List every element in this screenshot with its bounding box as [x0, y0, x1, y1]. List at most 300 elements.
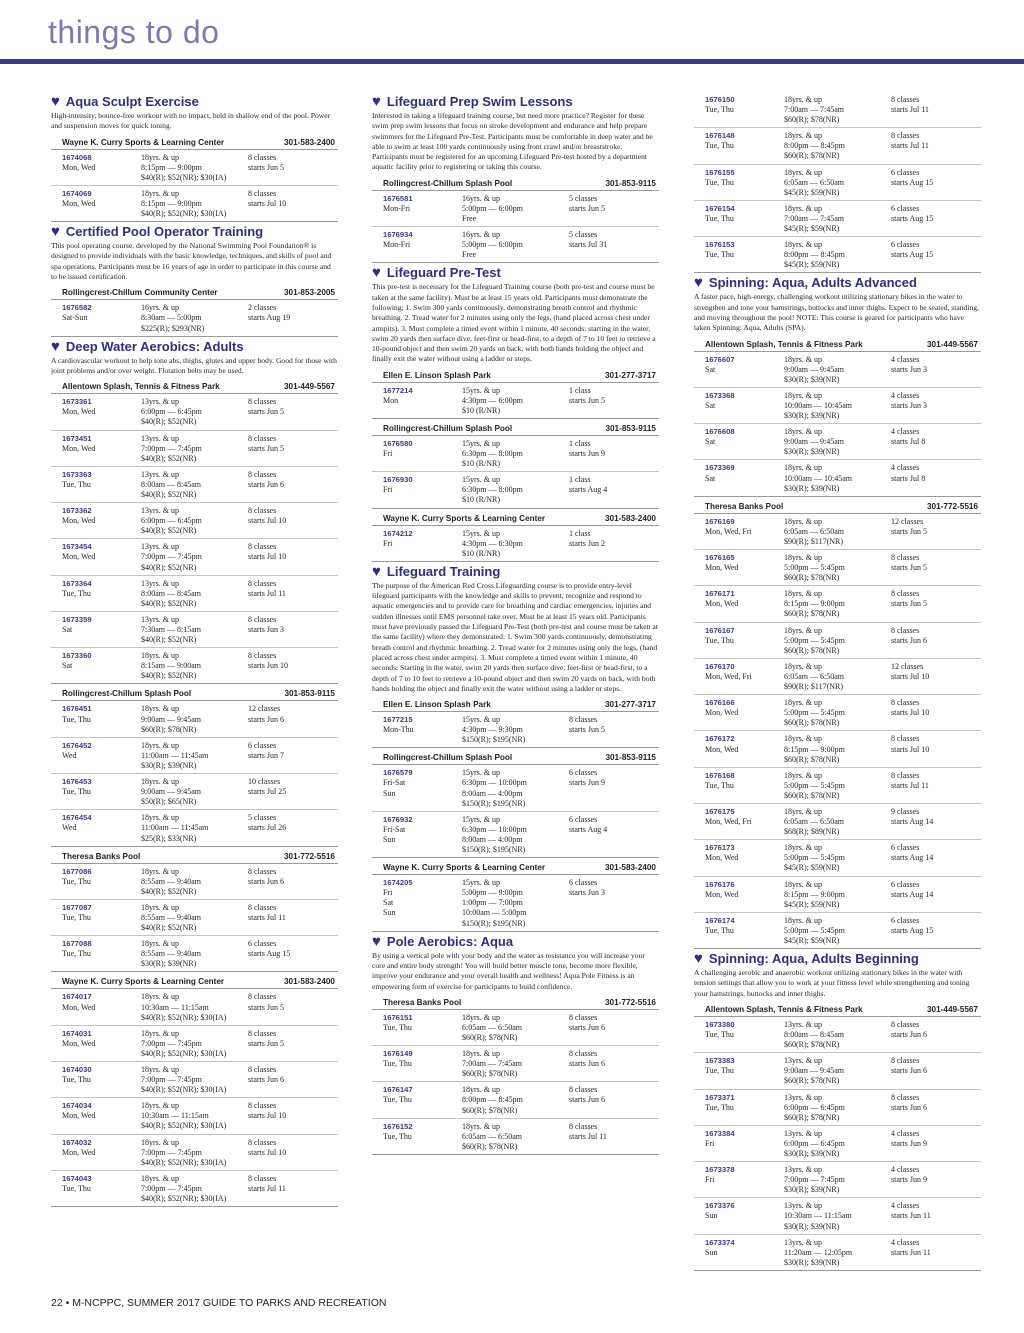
class-count: 8 classes — [248, 188, 277, 198]
class-fee: $30(R); $39(NR) — [784, 483, 840, 493]
class-session-cell — [248, 1138, 338, 1168]
class-list — [51, 150, 338, 223]
class-session-cell — [248, 939, 338, 969]
class-fee: $30(R); $39(NR) — [784, 1185, 840, 1195]
class-number: 1673361 — [62, 397, 92, 407]
class-start: starts Aug 15 — [248, 949, 291, 959]
location-phone: 301-277-3717 — [605, 370, 656, 380]
class-number: 1676174 — [705, 915, 735, 925]
class-time: 10:30am — 11:15am — [141, 1002, 209, 1012]
section-certified-pool-operator-training — [51, 224, 338, 336]
class-session-cell — [248, 542, 338, 572]
class-session-cell — [891, 1165, 981, 1195]
class-detail-cell — [784, 1238, 891, 1268]
section-title — [51, 94, 338, 109]
class-number: 1676168 — [705, 770, 735, 780]
section-continued — [694, 92, 981, 273]
class-number: 1673380 — [705, 1019, 735, 1029]
class-time: 8:00pm — 8:45pm — [784, 250, 845, 260]
class-number: 1676175 — [705, 806, 735, 816]
class-session-cell — [248, 1029, 338, 1059]
class-start: starts Jun 3 — [569, 888, 605, 898]
class-start: starts Aug 15 — [891, 925, 934, 935]
class-count: 1 class — [569, 475, 591, 485]
class-start: starts Jun 5 — [891, 599, 927, 609]
class-fee: $10 (R/NR) — [462, 459, 500, 469]
class-time: 7:00pm — 7:45pm — [141, 1147, 202, 1157]
class-number: 1674212 — [383, 528, 413, 538]
class-id-cell — [383, 715, 462, 745]
class-session-cell — [248, 1065, 338, 1095]
class-age: 15yrs. & up — [462, 439, 500, 448]
class-session-cell — [891, 807, 981, 837]
class-days: Sat — [705, 437, 716, 447]
class-detail-cell — [141, 506, 248, 536]
class-detail-cell — [784, 204, 891, 234]
class-count: 5 classes — [569, 193, 598, 203]
class-time: 6:05am — 6:50am — [784, 526, 844, 536]
class-session-cell — [569, 1122, 659, 1152]
class-number: 1676580 — [383, 439, 413, 448]
location-header — [694, 1002, 981, 1017]
class-age: 18yrs. & up — [141, 992, 179, 1002]
class-start: starts Jun 11 — [891, 1247, 931, 1257]
class-days: Sat — [62, 625, 73, 634]
class-age: 16yrs. & up — [462, 230, 500, 240]
class-number: 1676150 — [705, 95, 735, 104]
class-fee: $25(R); $33(NR) — [141, 833, 197, 843]
class-number: 1673454 — [62, 542, 92, 552]
class-count: 8 classes — [248, 433, 277, 443]
class-age: 18yrs. & up — [462, 1012, 500, 1022]
class-count: 8 classes — [248, 1028, 277, 1038]
class-fee: $45(R); $59(NR) — [784, 899, 840, 909]
class-list — [372, 765, 659, 858]
class-number: 1674205 — [383, 878, 413, 888]
class-session-cell — [891, 1238, 981, 1268]
class-start: starts Jun 2 — [569, 538, 605, 548]
class-age: 13yrs. & up — [784, 1092, 822, 1102]
class-detail-cell — [462, 1122, 569, 1152]
class-days: Tue, Thu — [705, 177, 734, 187]
class-start: starts Jun 5 — [248, 162, 284, 172]
class-days: Sun — [705, 1247, 718, 1257]
section-title-text: Lifeguard Training — [386, 563, 501, 579]
class-list — [372, 383, 659, 419]
class-list — [372, 526, 659, 562]
class-id-cell — [62, 1174, 141, 1204]
class-detail-cell — [784, 463, 891, 493]
class-fee: $10 (R/NR) — [462, 548, 500, 558]
class-number: 1677214 — [383, 385, 413, 395]
class-detail-cell — [141, 303, 248, 333]
class-id-cell — [705, 355, 784, 385]
class-start: starts Jul 11 — [891, 780, 929, 790]
class-count: 8 classes — [248, 397, 277, 407]
class-detail-cell — [141, 542, 248, 572]
class-fee: $60(R); $78(NR) — [784, 609, 840, 619]
column-2 — [372, 92, 659, 1155]
section-title — [372, 934, 659, 949]
class-count: 10 classes — [248, 777, 281, 787]
class-session-cell — [891, 1129, 981, 1159]
class-days: Tue, Thu — [383, 1131, 412, 1141]
class-number: 1677086 — [62, 866, 92, 876]
class-count: 8 classes — [891, 131, 920, 141]
location-header — [51, 135, 338, 150]
class-age: 18yrs. & up — [141, 1065, 179, 1074]
class-detail-cell — [141, 867, 248, 897]
location-phone: 301-772-5516 — [284, 851, 335, 861]
class-list — [51, 701, 338, 846]
heart-icon: ♥ — [694, 274, 703, 292]
class-time: 5:00pm — 5:45pm — [784, 563, 845, 573]
class-row — [372, 191, 659, 227]
class-session-cell — [248, 651, 338, 681]
page-header — [0, 0, 1024, 68]
location-phone: 301-583-2400 — [605, 513, 656, 523]
class-session-cell — [891, 1201, 981, 1231]
class-row — [694, 913, 981, 949]
class-row — [694, 804, 981, 840]
class-days: Mon, Wed — [62, 1147, 96, 1157]
class-time: 10:30am — 11:15am — [141, 1111, 209, 1121]
class-days: Tue, Thu — [383, 1022, 412, 1032]
class-row — [694, 237, 981, 273]
class-time: 6:30pm — 10:00pm 8:00am — 4:00pm — [462, 778, 527, 798]
class-session-cell — [569, 1049, 659, 1079]
class-start: starts Jul 10 — [248, 198, 287, 208]
class-row — [694, 1162, 981, 1198]
location-header — [51, 379, 338, 394]
class-id-cell — [705, 626, 784, 656]
class-days: Mon, Wed, Fri — [705, 671, 752, 681]
class-fee: $45(R); $59(NR) — [784, 224, 840, 234]
class-row — [51, 936, 338, 972]
class-id-cell — [62, 1029, 141, 1059]
class-fee: $60(R); $78(NR) — [462, 1069, 518, 1079]
class-time: 11:20am — 12:05pm — [784, 1247, 853, 1257]
class-number: 1673378 — [705, 1165, 735, 1175]
class-days: Tue, Thu — [705, 250, 734, 260]
class-count: 4 classes — [891, 354, 920, 364]
class-fee: $40(R); $52(NR); $30(IA) — [141, 1048, 227, 1058]
class-days: Mon, Wed — [705, 744, 739, 754]
class-fee: $30(R); $39(NR) — [784, 1149, 840, 1159]
class-session-cell — [569, 1013, 659, 1043]
class-detail-cell — [141, 579, 248, 609]
class-fee: Free — [462, 250, 477, 260]
class-start: starts Jul 11 — [248, 1183, 286, 1193]
class-days: Sat — [705, 473, 716, 483]
class-number: 1676582 — [62, 303, 92, 313]
class-start: starts Jun 5 — [248, 1002, 284, 1012]
class-number: 1676453 — [62, 777, 92, 787]
class-days: Mon-Fri — [383, 240, 411, 250]
class-time: 6:05am — 6:50am — [462, 1131, 522, 1141]
class-days: Mon, Wed — [62, 443, 96, 453]
class-detail-cell — [141, 992, 248, 1022]
class-days: Tue, Thu — [62, 787, 91, 797]
class-age: 16yrs. & up — [141, 303, 179, 313]
class-count: 8 classes — [569, 1121, 598, 1131]
class-number: 1676934 — [383, 230, 413, 240]
class-age: 15yrs. & up — [462, 475, 500, 485]
class-start: starts Jul 10 — [248, 1111, 287, 1121]
heart-icon: ♥ — [51, 337, 60, 355]
class-detail-cell — [784, 240, 891, 270]
class-detail-cell — [784, 1056, 891, 1086]
class-days: Mon-Fri — [383, 203, 411, 213]
class-time: 5:00pm — 6:00pm — [462, 203, 523, 213]
class-row — [51, 810, 338, 846]
class-start: starts Jul 11 — [569, 1131, 607, 1141]
class-time: 8:55am — 9:40am — [141, 876, 201, 886]
class-age: 18yrs. & up — [784, 915, 822, 925]
class-number: 1676155 — [705, 167, 735, 177]
class-detail-cell — [784, 807, 891, 837]
class-session-cell — [248, 434, 338, 464]
class-count: 8 classes — [891, 770, 920, 780]
class-number: 1674032 — [62, 1137, 92, 1147]
location-header — [372, 860, 659, 875]
section-deep-water-aerobics-adults — [51, 339, 338, 1208]
class-start: starts Jun 6 — [569, 1095, 605, 1105]
class-row — [51, 467, 338, 503]
class-age: 18yrs. & up — [784, 354, 822, 364]
class-id-cell — [62, 867, 141, 897]
class-session-cell — [891, 734, 981, 764]
class-detail-cell — [784, 589, 891, 619]
class-time: 7:00pm — 7:45pm — [141, 1075, 202, 1085]
class-detail-cell — [141, 153, 248, 183]
class-count: 12 classes — [891, 661, 924, 671]
class-age: 18yrs. & up — [462, 1085, 500, 1095]
class-id-cell — [62, 434, 141, 464]
class-id-cell — [62, 903, 141, 933]
class-time: 10:00am — 10:45am — [784, 400, 852, 410]
section-title — [51, 224, 338, 239]
class-row — [372, 526, 659, 562]
class-age: 18yrs. & up — [784, 770, 822, 780]
class-id-cell — [383, 1122, 462, 1152]
class-id-cell — [62, 542, 141, 572]
class-fee: $40(R); $52(NR) — [141, 923, 197, 933]
class-days: Fri Sat Sun — [383, 888, 396, 918]
class-time: 7:00am — 7:45am — [784, 105, 844, 115]
class-age: 18yrs. & up — [141, 1137, 179, 1147]
class-count: 8 classes — [891, 95, 920, 104]
class-row — [694, 92, 981, 128]
class-fee: $40(R); $52(NR); $30(IA) — [141, 1157, 227, 1167]
class-days: Fri-Sat Sun — [383, 778, 406, 798]
class-fee: $30(R); $39(NR) — [784, 374, 840, 384]
class-id-cell — [383, 529, 462, 559]
class-session-cell — [248, 867, 338, 897]
class-time: 7:00pm — 7:45pm — [141, 443, 202, 453]
class-days: Mon, Wed — [62, 516, 96, 526]
class-id-cell — [62, 153, 141, 183]
class-start: starts Jul 11 — [248, 588, 286, 598]
class-days: Mon, Wed — [62, 1002, 96, 1012]
class-id-cell — [62, 704, 141, 734]
class-row — [694, 460, 981, 496]
class-start: starts Jun 10 — [248, 661, 288, 671]
class-days: Tue, Thu — [705, 1102, 734, 1112]
class-fee: $30(R); $39(NR) — [784, 447, 840, 457]
location-name: Rollingcrest-Chillum Splash Pool — [383, 178, 513, 188]
class-row — [694, 586, 981, 622]
class-list — [51, 394, 338, 684]
class-id-cell — [62, 1138, 141, 1168]
class-age: 18yrs. & up — [141, 777, 179, 787]
location-name: Rollingcrest-Chillum Community Center — [62, 288, 218, 298]
class-number: 1674030 — [62, 1065, 92, 1074]
class-age: 13yrs. & up — [141, 433, 179, 443]
class-time: 6:00pm — 6:45pm — [784, 1102, 845, 1112]
location-name: Theresa Banks Pool — [705, 501, 784, 511]
location-phone: 301-449-5567 — [927, 339, 978, 349]
class-count: 8 classes — [248, 152, 277, 162]
class-detail-cell — [784, 131, 891, 161]
class-fee: $40(R); $52(NR) — [141, 453, 197, 463]
section-description: This pre-test is necessary for the Lifeguard Training course (both pre-test and course must be taken at the same facility). Must be at least 15 years old. Participants must demonstrate the following; 1. Swim 300 yards continuously, demonstrating breath control and rhythmic breathing. 2. Tread water for 2 minutes using only the legs, (hand placed across chest under armpits). 3. Must complete a timed event within 1 minute, 40 seconds: starting in the water, swim 20 yards then surface dive, feet-first or head-first, to a depth of 7 to 10 feet to retrieve a 10-pound object and then swim 20 yards on back, with both hands holding the object and finally exit the water without using a ladder or steps. — [372, 282, 656, 364]
class-start: starts Jul 10 — [248, 516, 287, 526]
class-days: Mon, Wed — [705, 563, 739, 573]
class-row — [51, 774, 338, 810]
class-time: 10:30am — 11:15am — [784, 1211, 852, 1221]
class-number: 1674017 — [62, 992, 92, 1002]
class-number: 1673369 — [705, 463, 735, 473]
class-number: 1674043 — [62, 1173, 92, 1183]
class-start: starts Jun 5 — [891, 563, 927, 573]
class-row — [51, 864, 338, 900]
class-count: 4 classes — [891, 390, 920, 400]
class-session-cell — [891, 95, 981, 125]
class-detail-cell — [784, 880, 891, 910]
class-fee: $40(R); $52(NR) — [141, 526, 197, 536]
class-fee: $150(R); $195(NR) — [462, 798, 526, 808]
class-fee: $45(R); $59(NR) — [784, 260, 840, 270]
class-detail-cell — [784, 1093, 891, 1123]
class-detail-cell — [141, 189, 248, 219]
class-id-cell — [705, 427, 784, 457]
class-days: Mon, Wed, Fri — [705, 817, 752, 827]
class-id-cell — [383, 439, 462, 469]
class-count: 8 classes — [248, 1137, 277, 1147]
class-time: 9:00am — 9:45am — [141, 787, 201, 797]
class-days: Tue, Thu — [62, 1075, 91, 1085]
heart-icon: ♥ — [372, 93, 381, 110]
class-id-cell — [62, 1065, 141, 1095]
class-session-cell — [569, 815, 659, 855]
class-days: Mon, Wed — [62, 407, 96, 417]
class-id-cell — [705, 698, 784, 728]
class-days: Tue, Thu — [705, 213, 734, 223]
class-session-cell — [891, 1093, 981, 1123]
class-id-cell — [705, 589, 784, 619]
class-number: 1676581 — [383, 193, 413, 203]
class-detail-cell — [462, 529, 569, 559]
class-detail-cell — [784, 1129, 891, 1159]
class-age: 18yrs. & up — [784, 390, 822, 400]
page-title: things to do — [48, 14, 220, 50]
class-age: 18yrs. & up — [141, 1101, 179, 1111]
class-age: 13yrs. & up — [784, 1128, 822, 1138]
location-name: Ellen E. Linson Splash Park — [383, 700, 491, 710]
class-time: 7:00am — 7:45am — [784, 213, 844, 223]
location-name: Wayne K. Curry Sports & Learning Center — [62, 977, 225, 987]
class-age: 18yrs. & up — [784, 734, 822, 744]
class-number: 1676169 — [705, 516, 735, 526]
class-detail-cell — [784, 734, 891, 764]
class-row — [51, 701, 338, 737]
location-phone: 301-853-9115 — [605, 424, 656, 433]
class-age: 13yrs. & up — [784, 1237, 822, 1247]
class-count: 6 classes — [891, 167, 920, 177]
class-fee: $60(R); $78(NR) — [462, 1032, 518, 1042]
class-detail-cell — [141, 1138, 248, 1168]
class-row — [694, 201, 981, 237]
class-fee: $60(R); $78(NR) — [784, 718, 840, 728]
class-fee: $90(R); $117(NR) — [784, 536, 844, 546]
class-session-cell — [248, 189, 338, 219]
class-detail-cell — [784, 517, 891, 547]
class-time: 5:00pm — 5:45pm — [784, 635, 845, 645]
class-age: 18yrs. & up — [784, 203, 822, 213]
class-time: 8:00pm — 8:45pm — [784, 141, 845, 151]
class-detail-cell — [141, 434, 248, 464]
class-age: 15yrs. & up — [462, 878, 500, 888]
class-time: 5:00pm — 5:45pm — [784, 780, 845, 790]
class-count: 8 classes — [891, 625, 920, 635]
class-detail-cell — [141, 777, 248, 807]
class-session-cell — [891, 1056, 981, 1086]
class-row — [51, 503, 338, 539]
class-time: 6:00pm — 6:45pm — [784, 1138, 845, 1148]
class-session-cell — [569, 529, 659, 559]
class-row — [372, 383, 659, 419]
class-id-cell — [62, 615, 141, 645]
class-time: 6:00pm — 6:45pm — [141, 407, 202, 417]
class-time: 6:30pm — 10:00pm 8:00am — 4:00pm — [462, 824, 527, 844]
class-days: Mon-Thu — [383, 725, 414, 735]
class-id-cell — [705, 517, 784, 547]
class-session-cell — [248, 506, 338, 536]
class-detail-cell — [141, 1174, 248, 1204]
class-start: starts Aug 14 — [891, 889, 934, 899]
class-row — [694, 623, 981, 659]
header-rule — [0, 59, 1024, 64]
location-name: Theresa Banks Pool — [62, 851, 141, 861]
class-count: 1 class — [569, 439, 591, 448]
class-session-cell — [248, 704, 338, 734]
class-number: 1676147 — [383, 1085, 413, 1095]
class-age: 18yrs. & up — [784, 553, 822, 562]
class-session-cell — [248, 579, 338, 609]
class-session-cell — [569, 475, 659, 505]
location-name: Theresa Banks Pool — [383, 997, 462, 1007]
class-count: 8 classes — [891, 698, 920, 708]
location-name: Rollingcrest-Chillum Splash Pool — [383, 753, 513, 763]
class-number: 1676165 — [705, 553, 735, 562]
class-age: 18yrs. & up — [141, 939, 179, 949]
class-row — [694, 388, 981, 424]
class-id-cell — [383, 194, 462, 224]
class-days: Tue, Thu — [705, 780, 734, 790]
class-days: Mon, Wed — [62, 162, 96, 172]
location-header — [372, 176, 659, 191]
